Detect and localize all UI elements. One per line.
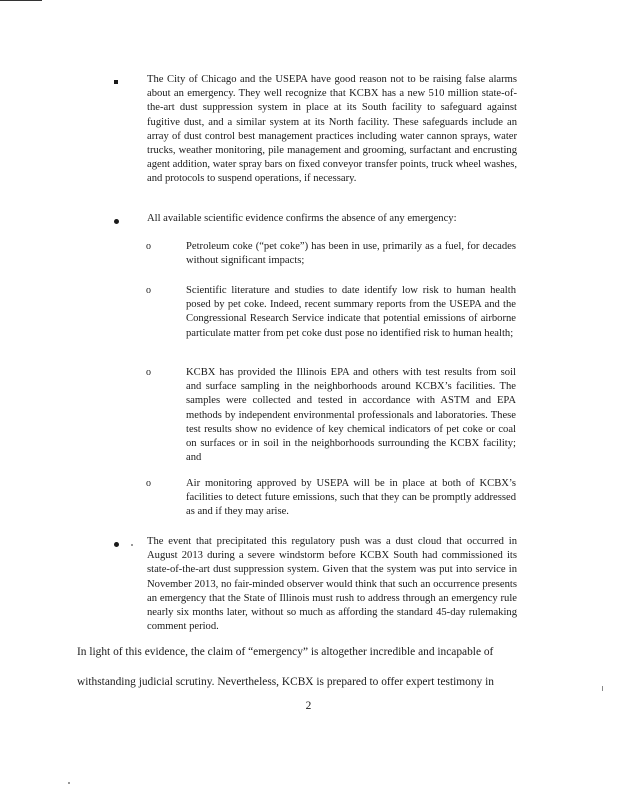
scan-speck [602, 686, 603, 691]
sub-item-pet-coke-use: Petroleum coke (“pet coke”) has been in use, primarily as a fuel, for decades without significant impacts; [186, 241, 516, 267]
body-text-line: withstanding judicial scrutiny. Nevertheless, KCBX is prepared to offer expert testimony in [77, 676, 494, 688]
sub-bullet-marker: o [146, 367, 151, 378]
sub-bullet-marker: o [146, 285, 151, 296]
sub-item-scientific-literature: Scientific literature and studies to date identify low risk to human health posed by pet coke. Indeed, recent summary reports from the USEPA and the Congressional Research Service indicate that potential emissions of airborne particulate matter from pet coke dust pose no identified risk to human health; [186, 285, 516, 339]
bullet-marker [114, 542, 119, 547]
sub-bullet-marker: o [146, 478, 151, 489]
bullet-marker [114, 219, 119, 224]
bullet-paragraph-evidence: All available scientific evidence confirms the absence of any emergency: [147, 213, 457, 224]
page-number: 2 [305, 700, 312, 712]
bullet-paragraph-dust-event: The event that precipitated this regulatory push was a dust cloud that occurred in August 2013 during a severe windstorm before KCBX South had commissioned its state-of-the-art dust suppression system. Given that the system was put into service in November 2013, no fair-minded observer would think that such an occurrence presents an emergency that the State of Illinois must rush to address through an emergency rule nearly six months later, without so much as affording the standard 45-day rulemaking comment period. [147, 536, 517, 633]
scan-speck [131, 544, 133, 546]
bullet-marker [114, 80, 118, 84]
sub-bullet-marker: o [146, 241, 151, 252]
sub-item-test-results: KCBX has provided the Illinois EPA and others with test results from soil and surface sampling in the neighborhoods around KCBX’s facilities. The samples were collected and tested in accordance with ASTM and EPA methods by independent environmental professionals and laboratories. These test results show no evidence of key chemical indicators of pet coke or coal on surfaces or in soil in the neighborhoods surrounding the KCBX facility; and [186, 367, 516, 464]
body-text-line: In light of this evidence, the claim of “emergency” is altogether incredible and incapable of [77, 646, 494, 658]
scan-corner-line [0, 0, 42, 1]
bullet-paragraph-safeguards: The City of Chicago and the USEPA have good reason not to be raising false alarms about an emergency. They well recognize that KCBX has a new 510 million state-of-the-art dust suppression system in place at its South facility to safeguard against fugitive dust, and a similar system at its North facility. These safeguards include an array of dust control best management practices including water cannon sprays, water trucks, weather monitoring, pile management and grooming, surfactant and encrusting agent addition, water spray bars on fixed conveyor transfer points, truck wheel washes, and protocols to suspend operations, if necessary. [147, 74, 517, 185]
sub-item-air-monitoring: Air monitoring approved by USEPA will be in place at both of KCBX’s facilities to detect future emissions, such that they can be promptly addressed as and if they may arise. [186, 478, 516, 518]
scan-speck [68, 782, 70, 784]
